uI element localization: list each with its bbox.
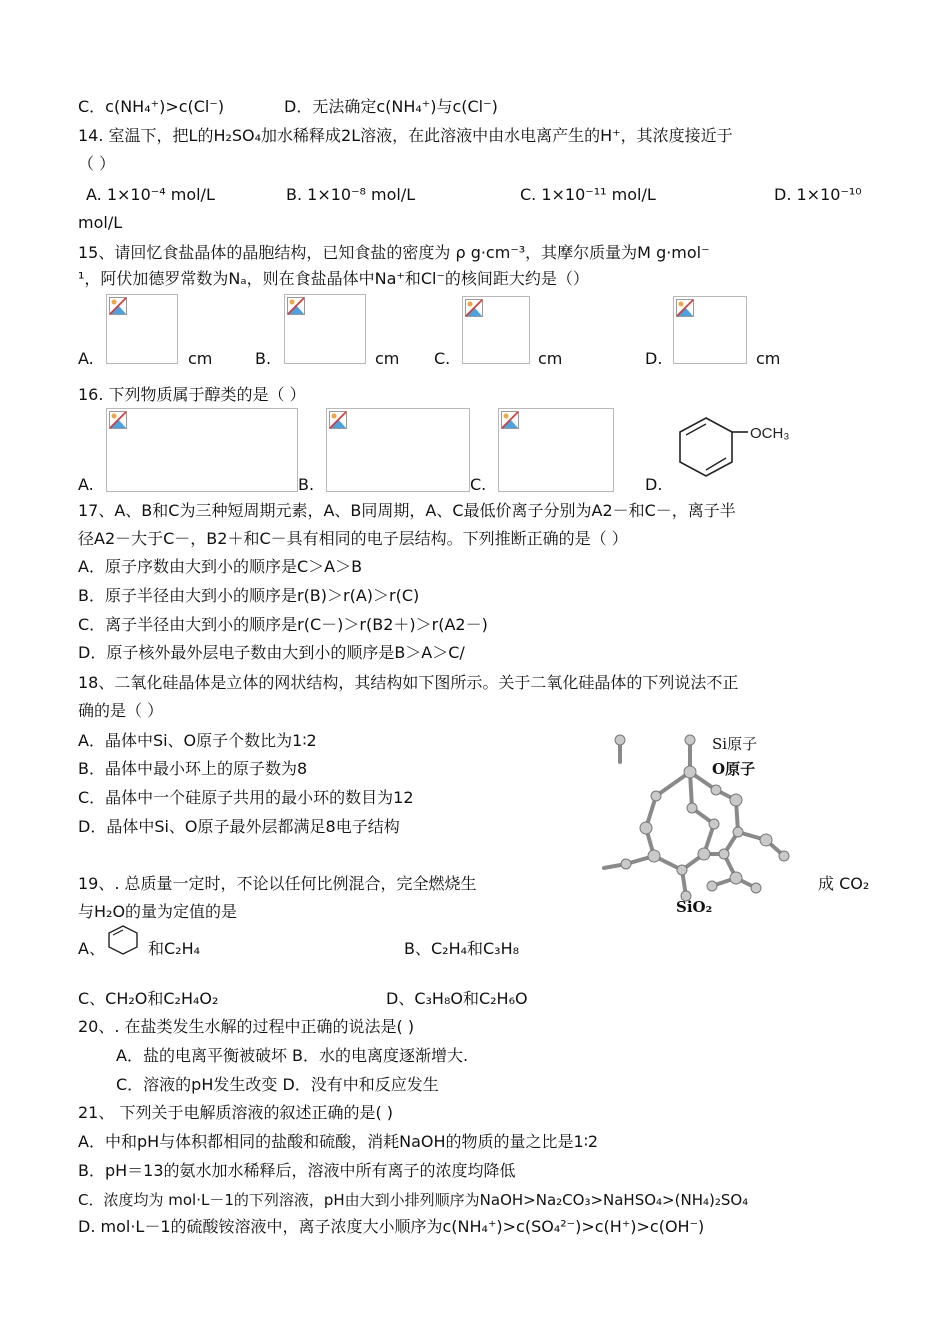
q15-option-b-image <box>284 294 366 364</box>
broken-image-icon <box>501 411 519 429</box>
q19-option-a-text: 和C₂H₄ <box>148 939 201 958</box>
q18-option-d: D．晶体中Si、O原子最外层都满足8电子结构 <box>78 817 400 836</box>
q15-option-b-unit: cm <box>375 349 400 368</box>
q19-option-d: D、C₃H₈O和C₂H₆O <box>386 989 528 1008</box>
q18-option-b: B．晶体中最小环上的原子数为8 <box>78 759 308 778</box>
q20-options-cd: C．溶液的pH发生改变 D．没有中和反应发生 <box>116 1075 439 1094</box>
q15-option-d-label: D. <box>645 349 663 368</box>
anisole-structure-diagram <box>672 410 812 488</box>
option-c-text: C．c(NH₄⁺)>c(Cl⁻) <box>78 97 225 116</box>
q18-stem-2: 确的是（ ） <box>78 701 164 720</box>
sio2-structure-diagram <box>596 728 806 918</box>
q15-option-c-label: C. <box>434 349 451 368</box>
q15-option-b-label: B. <box>255 349 272 368</box>
q18-stem: 18、二氧化硅晶体是立体的网状结构，其结构如下图所示。关于二氧化硅晶体的下列说法不正 <box>78 673 739 692</box>
o-atom-label: O原子 <box>712 760 756 778</box>
q21-option-c: C．浓度均为 mol·L－1的下列溶液，pH由大到小排列顺序为NaOH>Na₂CO₃>NaHSO₄>(NH₄)₂SO₄ <box>78 1191 749 1209</box>
q14-option-d-unit: mol/L <box>78 213 123 232</box>
broken-image-icon <box>676 299 694 317</box>
q17-option-d: D．原子核外最外层电子数由大到小的顺序是B＞A＞C/ <box>78 643 465 662</box>
broken-image-icon <box>109 411 127 429</box>
q15-option-c-unit: cm <box>538 349 563 368</box>
q17-option-c: C．离子半径由大到小的顺序是r(C－)＞r(B2＋)＞r(A2－) <box>78 615 488 634</box>
q17-stem-2: 径A2－大于C－，B2＋和C－具有相同的电子层结构。下列推断正确的是（ ） <box>78 529 628 548</box>
broken-image-icon <box>329 411 347 429</box>
si-atom-label: Si原子 <box>712 735 758 753</box>
q14-bracket: （ ） <box>78 154 116 173</box>
q15-stem: 15、请回忆食盐晶体的晶胞结构，已知食盐的密度为 ρ g·cm⁻³，其摩尔质量为M g·mol⁻ <box>78 243 710 262</box>
q16-option-d-label: D. <box>645 475 663 494</box>
q20-stem: 20、. 在盐类发生水解的过程中正确的说法是( ) <box>78 1017 415 1036</box>
methoxy-label: OCH₃ <box>750 425 790 442</box>
q16-stem: 16. 下列物质属于醇类的是（ ） <box>78 385 306 404</box>
q15-option-c-image <box>462 296 530 364</box>
benzene-ring-icon <box>106 924 140 956</box>
q15-option-a-label: A. <box>78 349 94 368</box>
q17-stem: 17、A、B和C为三种短周期元素，A、B同周期，A、C最低价离子分别为A2－和C－，离子半 <box>78 501 736 520</box>
q16-option-a-image <box>106 408 298 492</box>
broken-image-icon <box>465 299 483 317</box>
q19-option-c: C、CH₂O和C₂H₄O₂ <box>78 989 219 1008</box>
q19-stem: 19、. 总质量一定时，不论以任何比例混合，完全燃烧生 <box>78 874 477 893</box>
q16-option-c-label: C. <box>470 475 487 494</box>
sio2-caption: SiO₂ <box>676 898 713 916</box>
q14-option-a: A. 1×10⁻⁴ mol/L <box>86 185 215 204</box>
q16-option-a-label: A. <box>78 475 94 494</box>
q20-options-ab: A．盐的电离平衡被破坏 B．水的电离度逐渐增大. <box>116 1046 469 1065</box>
q19-option-a-label: A、 <box>78 939 105 958</box>
q17-option-a: A．原子序数由大到小的顺序是C＞A＞B <box>78 557 363 576</box>
q16-option-c-image <box>498 408 614 492</box>
broken-image-icon <box>287 297 305 315</box>
q15-option-a-unit: cm <box>188 349 213 368</box>
q16-option-b-label: B. <box>298 475 315 494</box>
q21-option-d: D. mol·L－1的硫酸铵溶液中，离子浓度大小顺序为c(NH₄⁺)>c(SO₄²⁻)>c(H⁺)>c(OH⁻) <box>78 1217 705 1236</box>
q15-option-d-unit: cm <box>756 349 781 368</box>
q18-option-c: C．晶体中一个硅原子共用的最小环的数目为12 <box>78 788 414 807</box>
q15-option-d-image <box>673 296 747 364</box>
q14-stem: 14. 室温下，把L的H₂SO₄加水稀释成2L溶液，在此溶液中由水电离产生的H⁺，其浓度接近于 <box>78 126 733 145</box>
option-d-text: D．无法确定c(NH₄⁺)与c(Cl⁻) <box>284 97 498 116</box>
q19-option-b: B、C₂H₄和C₃H₈ <box>404 939 520 958</box>
q17-option-b: B．原子半径由大到小的顺序是r(B)＞r(A)＞r(C) <box>78 586 420 605</box>
q18-option-a: A．晶体中Si、O原子个数比为1∶2 <box>78 731 317 750</box>
q21-option-b: B．pH＝13的氨水加水稀释后，溶液中所有离子的浓度均降低 <box>78 1161 516 1180</box>
q14-option-b: B. 1×10⁻⁸ mol/L <box>286 185 416 204</box>
q14-option-d: D. 1×10⁻¹⁰ <box>774 185 862 204</box>
q15-stem-2: ¹，阿伏加德罗常数为Nₐ，则在食盐晶体中Na⁺和Cl⁻的核间距大约是（） <box>78 269 589 288</box>
q15-option-a-image <box>106 294 178 364</box>
q16-option-b-image <box>326 408 470 492</box>
q14-option-c: C. 1×10⁻¹¹ mol/L <box>520 185 656 204</box>
q19-stem-2: 与H₂O的量为定值的是 <box>78 902 238 921</box>
q19-stem-end: 成 CO₂ <box>818 874 870 893</box>
q21-stem: 21、 下列关于电解质溶液的叙述正确的是( ) <box>78 1103 394 1122</box>
broken-image-icon <box>109 297 127 315</box>
q21-option-a: A．中和pH与体积都相同的盐酸和硫酸，消耗NaOH的物质的量之比是1∶2 <box>78 1132 599 1151</box>
